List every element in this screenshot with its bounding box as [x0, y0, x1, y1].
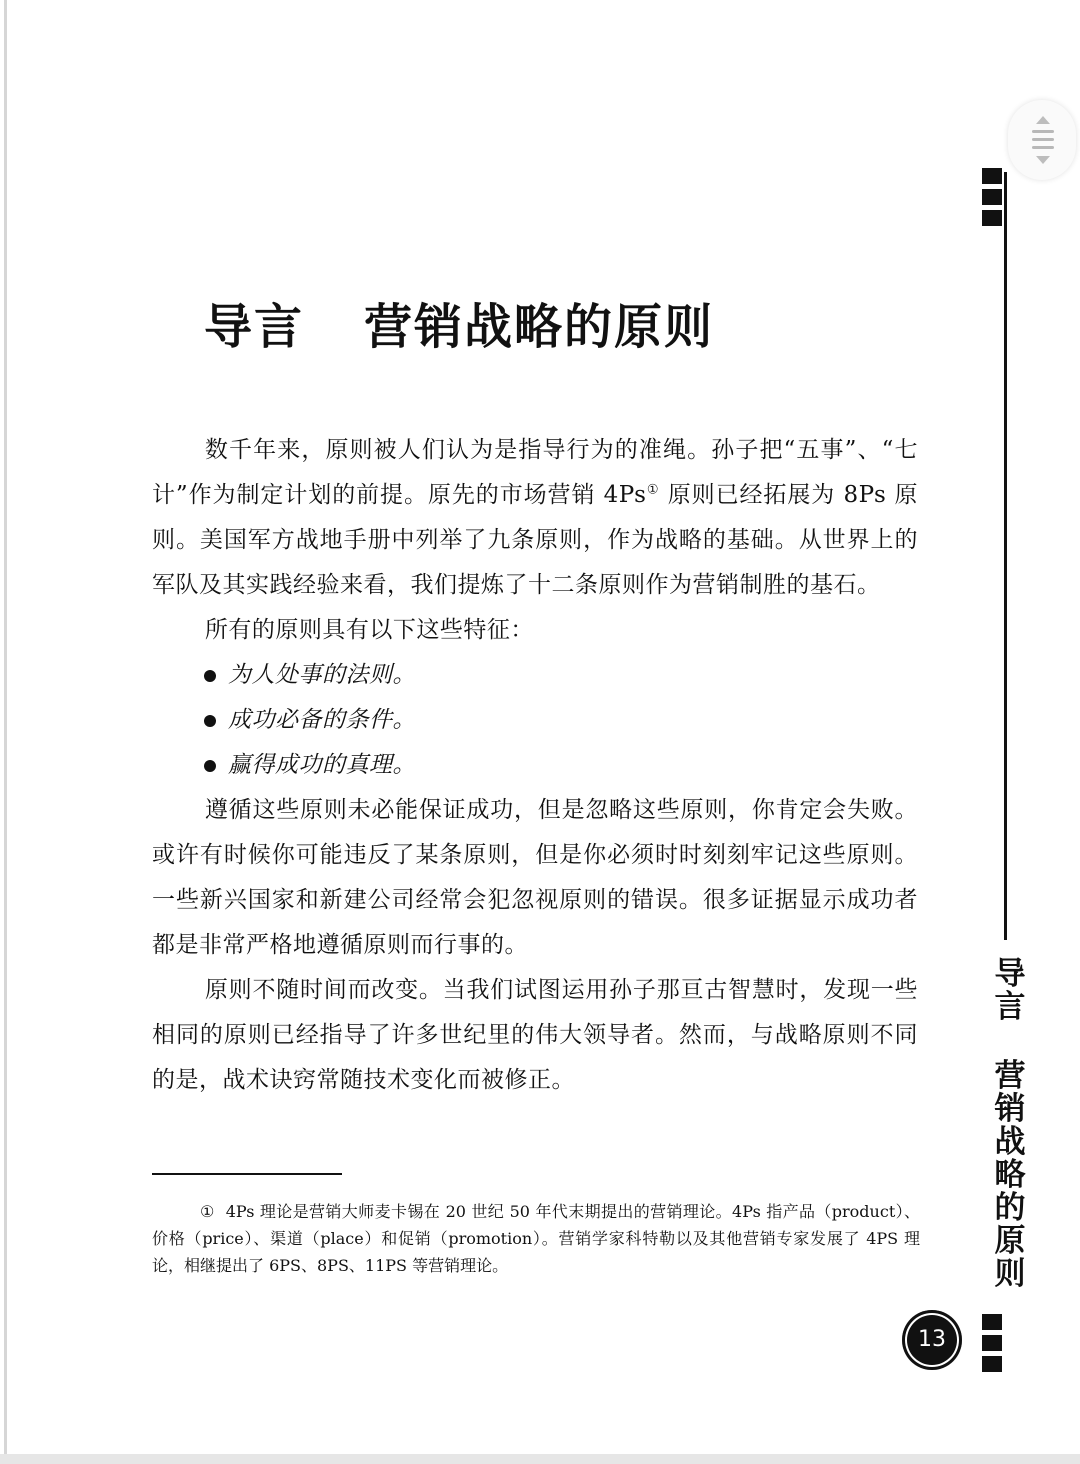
footnote-divider — [152, 1173, 342, 1175]
footnote-mark: ① — [200, 1202, 215, 1221]
list-item: 成功必备的条件。 — [204, 698, 918, 743]
list-item: 赢得成功的真理。 — [204, 743, 918, 788]
paragraph-3: 遵循这些原则未必能保证成功，但是忽略这些原则，你肯定会失败。或许有时候你可能违反了某条原则，但是你必须时时刻刻牢记这些原则。一些新兴国家和新建公司经常会犯忽视原则的错误。很多证据显示成功者都是非常严格地遵循原则而行事的。 — [152, 797, 918, 958]
page-left-edge — [4, 0, 7, 1464]
paragraph-2: 所有的原则具有以下这些特征： — [204, 617, 534, 643]
chapter-label: 导言 — [204, 299, 305, 355]
arrow-down-icon — [1036, 156, 1050, 164]
chapter-title-text: 营销战略的原则 — [364, 299, 715, 355]
paragraph-1: 数千年来，原则被人们认为是指导行为的准绳。孙子把“五事”、“七计”作为制定计划的前提。原先的市场营销 4Ps① 原则已经拓展为 8Ps 原则。美国军方战地手册中列举了九条原则，作为战略的基础。从世界上的军队及其实践经验来看，我们提炼了十二条原则作为营销制胜的基石。 — [152, 437, 918, 598]
bullet-icon — [204, 670, 216, 682]
arrow-up-icon — [1036, 116, 1050, 124]
paragraph-4: 原则不随时间而改变。当我们试图运用孙子那亘古智慧时，发现一些相同的原则已经指导了许多世纪里的伟大领导者。然而，与战略原则不同的是，战术诀窍常随技术变化而被修正。 — [152, 977, 918, 1093]
side-label-prefix: 导 言 — [994, 956, 1026, 1025]
margin-block-decoration — [982, 1314, 1002, 1330]
margin-rule-line — [1004, 172, 1007, 940]
scroll-menu-button[interactable] — [1008, 100, 1076, 180]
margin-block-decoration — [982, 210, 1002, 226]
margin-block-decoration — [982, 168, 1002, 184]
bullet-icon — [204, 760, 216, 772]
body-text — [152, 428, 918, 1103]
menu-line-icon — [1032, 130, 1054, 133]
bullet-icon — [204, 715, 216, 727]
menu-line-icon — [1032, 146, 1054, 149]
footnote-ref-mark[interactable]: ① — [646, 482, 660, 498]
side-label-title: 营 销 战 略 的 原 则 — [994, 1058, 1026, 1292]
page-bottom-edge — [0, 1454, 1080, 1464]
margin-block-decoration — [982, 1335, 1002, 1351]
list-item: 为人处事的法则。 — [204, 653, 918, 698]
characteristics-list — [152, 653, 918, 788]
footnote-text: 4Ps 理论是营销大师麦卡锡在 20 世纪 50 年代末期提出的营销理论。4Ps 指产品（product）、价格（price）、渠道（place）和促销（promotion）。营销学家科特勒以及其他营销专家发展了 4PS 理论，相继提出了 6PS、8PS、11PS 等营销理论。 — [152, 1202, 921, 1275]
menu-line-icon — [1032, 138, 1054, 141]
margin-block-decoration — [982, 1356, 1002, 1372]
chapter-title — [204, 288, 844, 357]
footnote — [152, 1198, 920, 1279]
page-number-badge: 13 — [902, 1310, 962, 1370]
margin-block-decoration — [982, 189, 1002, 205]
